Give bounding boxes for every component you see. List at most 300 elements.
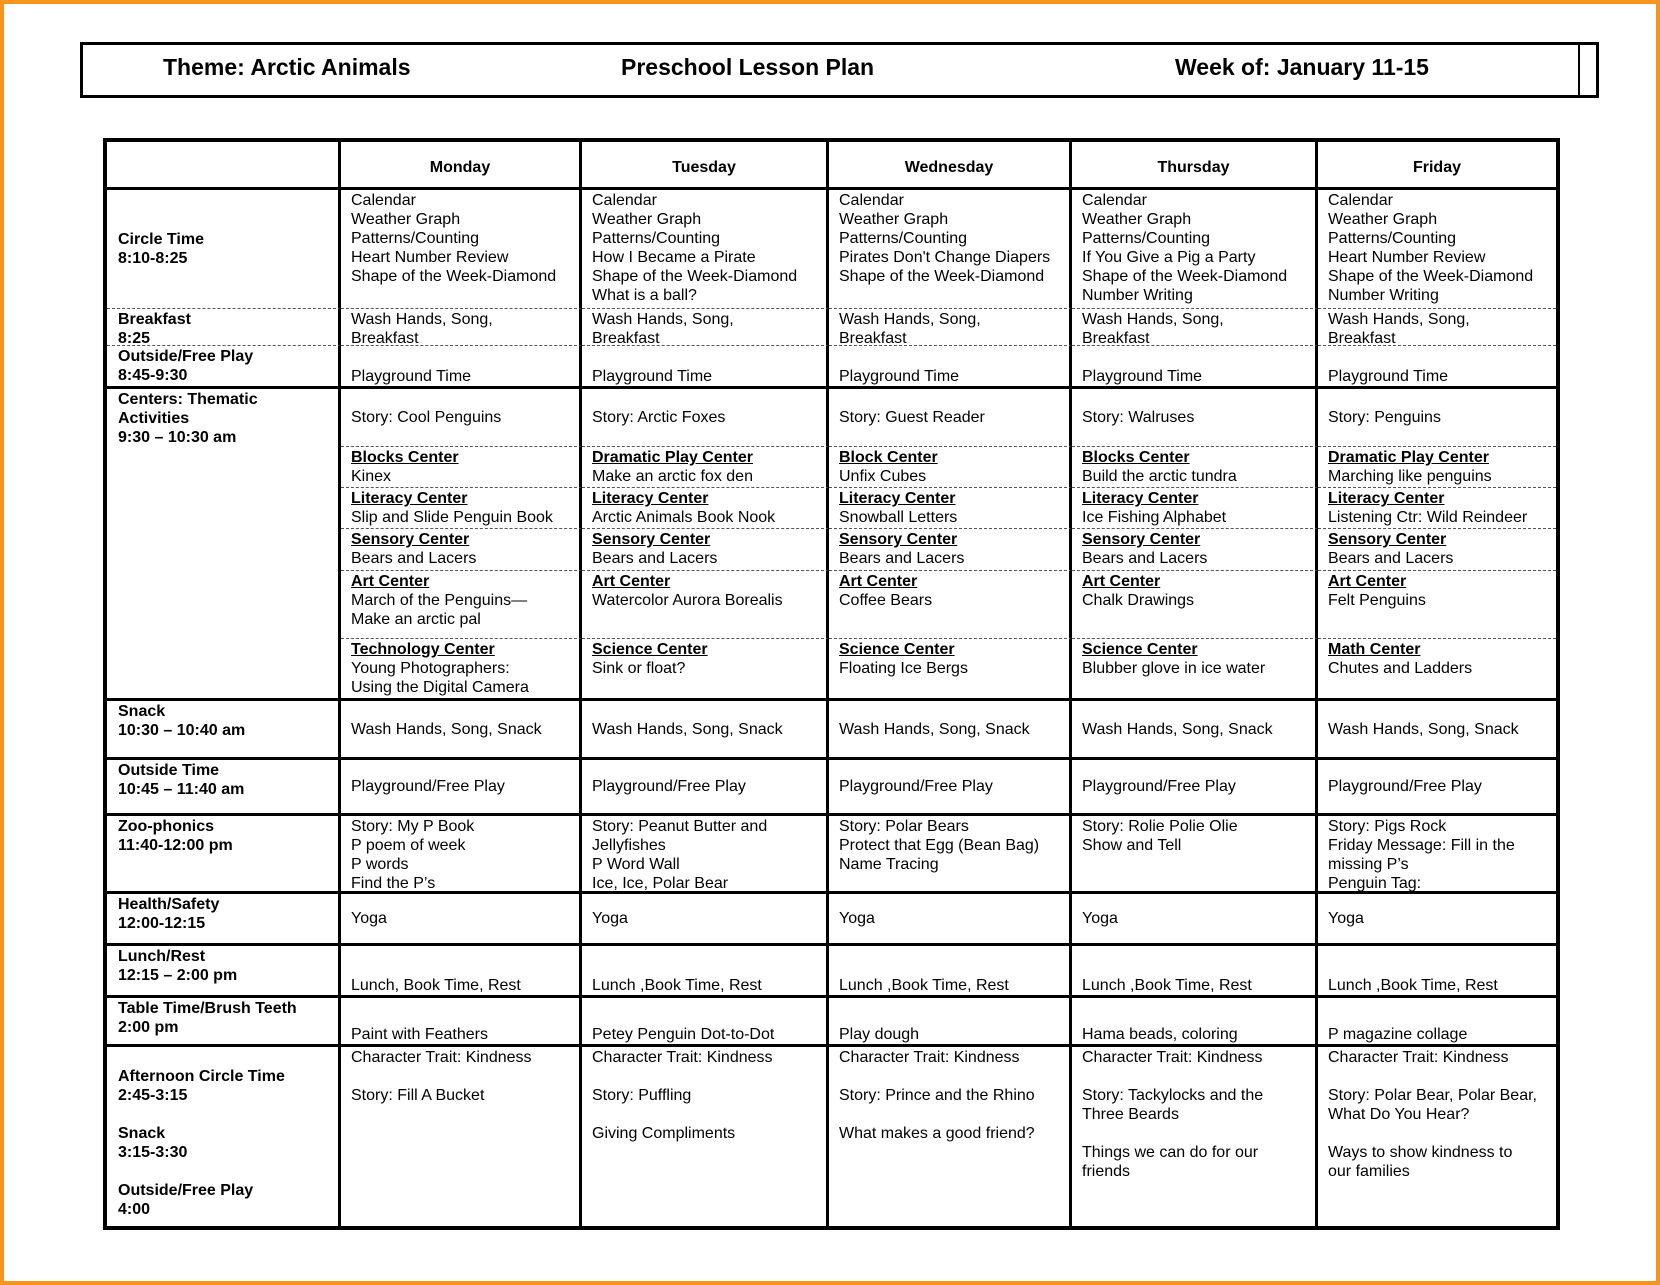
cell-line: Wash Hands, Song, [592, 311, 734, 328]
health-safety-thursday [1072, 894, 1318, 946]
outside-time-thursday [1072, 760, 1318, 816]
cell-line: Story: Puffling [592, 1087, 692, 1104]
center-name: Sensory Center [1082, 531, 1201, 548]
cell-line: Yoga [839, 910, 875, 927]
cell-line: Shape of the Week-Diamond [1328, 268, 1534, 285]
story-wednesday [829, 389, 1072, 447]
cell-line: Friday Message: Fill in the [1328, 837, 1515, 854]
cell-line: Wash Hands, Song, [1082, 311, 1224, 328]
cell-line: P words [351, 856, 409, 873]
row-label-circle-time [107, 190, 341, 309]
cell-line: Calendar [1328, 192, 1393, 209]
cell-line: Shape of the Week-Diamond [839, 268, 1045, 285]
snack-monday [341, 701, 582, 760]
center-name: Art Center [351, 573, 430, 590]
cell-line: 9:30 – 10:30 am [118, 429, 237, 446]
center-activity: Bears and Lacers [592, 550, 718, 567]
cell-line: Zoo-phonics [118, 818, 214, 835]
circle-time-tuesday [582, 190, 829, 309]
cell-line [1082, 1067, 1305, 1086]
center-activity: Floating Ice Bergs [839, 660, 968, 677]
cell-line: Lunch ,Book Time, Rest [1328, 977, 1498, 994]
snack-friday [1318, 701, 1556, 760]
center-tuesday [582, 447, 829, 488]
center-name: Art Center [1328, 573, 1407, 590]
cell-line: 12:00-12:15 [118, 915, 206, 932]
story-thursday [1072, 389, 1318, 447]
cell-line: Health/Safety [118, 896, 220, 913]
cell-line: Weather Graph [592, 211, 702, 228]
cell-line: Show and Tell [1082, 837, 1182, 854]
afternoon-wednesday [829, 1047, 1072, 1226]
cell-line: Calendar [592, 192, 657, 209]
cell-line: Lunch/Rest [118, 948, 206, 965]
center-activity: Young Photographers: [351, 660, 510, 677]
row-label-table-time [107, 998, 341, 1047]
cell-line: Jellyfishes [592, 837, 666, 854]
zoo-phonics-friday [1318, 816, 1556, 894]
center-activity: Felt Penguins [1328, 592, 1426, 609]
header-double-rule [1578, 45, 1580, 95]
cell-line: 2:45-3:15 [118, 1087, 188, 1104]
cell-line: Breakfast [118, 311, 191, 328]
cell-line: Playground/Free Play [351, 778, 505, 795]
circle-time-friday [1318, 190, 1556, 309]
cell-line: Playground Time [839, 368, 960, 385]
breakfast-friday [1318, 309, 1556, 346]
center-activity: Make an arctic fox den [592, 468, 753, 485]
center-tuesday [582, 488, 829, 529]
table-time-tuesday [582, 998, 829, 1047]
cell-line: missing P’s [1328, 856, 1409, 873]
center-thursday [1072, 488, 1318, 529]
cell-line: Yoga [1328, 910, 1364, 927]
lunch-rest-monday [341, 946, 582, 998]
center-activity: Bears and Lacers [351, 550, 477, 567]
cell-line [351, 1067, 569, 1086]
cell-line: Pirates Don't Change Diapers [839, 249, 1051, 266]
week-of: Week of: January 11-15 [1175, 54, 1429, 80]
center-activity: Snowball Letters [839, 509, 958, 526]
cell-line: Patterns/Counting [1328, 230, 1457, 247]
cell-line: 8:25 [118, 330, 151, 346]
center-friday [1318, 571, 1556, 639]
snack-thursday [1072, 701, 1318, 760]
center-name: Literacy Center [592, 490, 709, 507]
cell-line: Number Writing [1328, 287, 1439, 304]
center-tuesday [582, 639, 829, 701]
cell-line: Lunch, Book Time, Rest [351, 977, 521, 994]
cell-line: Wash Hands, Song, [1328, 311, 1470, 328]
zoo-phonics-thursday [1072, 816, 1318, 894]
cell-line: Ways to show kindness to [1328, 1144, 1513, 1161]
center-activity: Sink or float? [592, 660, 686, 677]
cell-line: Hama beads, coloring [1082, 1026, 1238, 1043]
outside-free-play-thursday [1072, 346, 1318, 389]
cell-line: Wash Hands, Song, Snack [351, 720, 542, 738]
center-activity: Arctic Animals Book Nook [592, 509, 776, 526]
cell-line: Character Trait: Kindness [592, 1049, 773, 1066]
center-tuesday [582, 529, 829, 571]
center-activity: Bears and Lacers [1082, 550, 1208, 567]
center-activity: Blubber glove in ice water [1082, 660, 1266, 677]
row-label-health-safety [107, 894, 341, 946]
story-monday [341, 389, 582, 447]
cell-line: Outside/Free Play [118, 348, 254, 365]
cell-line: Petey Penguin Dot-to-Dot [592, 1026, 775, 1043]
cell-line: Story: Cool Penguins [351, 409, 502, 426]
table-time-monday [341, 998, 582, 1047]
cell-line [592, 1105, 816, 1124]
cell-line: Breakfast [1082, 330, 1150, 346]
center-monday [341, 639, 582, 701]
row-label-zoo-phonics [107, 816, 341, 894]
cell-line: Tuesday [672, 159, 736, 176]
cell-line: Play dough [839, 1026, 920, 1043]
center-name: Art Center [592, 573, 671, 590]
cell-line [1328, 1124, 1546, 1143]
outside-free-play-monday [341, 346, 582, 389]
cell-line: Playground Time [351, 368, 472, 385]
cell-line: Story: Polar Bear, Polar Bear, [1328, 1087, 1537, 1104]
cell-line: Wash Hands, Song, Snack [1082, 720, 1273, 738]
center-monday [341, 488, 582, 529]
health-safety-monday [341, 894, 582, 946]
day-header-thursday [1072, 142, 1318, 190]
center-wednesday [829, 447, 1072, 488]
cell-line: Breakfast [351, 330, 419, 346]
center-monday [341, 571, 582, 639]
zoo-phonics-tuesday [582, 816, 829, 894]
cell-line: 3:15-3:30 [118, 1144, 188, 1161]
cell-line: Character Trait: Kindness [1328, 1049, 1509, 1066]
center-activity: Slip and Slide Penguin Book [351, 509, 553, 526]
lunch-rest-friday [1318, 946, 1556, 998]
center-wednesday [829, 488, 1072, 529]
cell-line: Story: Peanut Butter and [592, 818, 768, 835]
snack-wednesday [829, 701, 1072, 760]
cell-line: Patterns/Counting [839, 230, 968, 247]
day-header-friday [1318, 142, 1556, 190]
cell-line: Story: Rolie Polie Olie [1082, 818, 1238, 835]
cell-line: Snack [118, 1125, 166, 1142]
center-name: Sensory Center [592, 531, 711, 548]
cell-line [1082, 1124, 1305, 1143]
cell-line: Character Trait: Kindness [351, 1049, 532, 1066]
center-activity: March of the Penguins— [351, 592, 528, 609]
row-label-outside-free-play [107, 346, 341, 389]
center-thursday [1072, 639, 1318, 701]
cell-line: Calendar [1082, 192, 1147, 209]
center-name: Science Center [1082, 641, 1198, 658]
cell-line: Yoga [1082, 910, 1118, 927]
cell-line: Centers: Thematic [118, 391, 258, 408]
cell-line: 10:45 – 11:40 am [118, 781, 245, 798]
cell-line [592, 1067, 816, 1086]
cell-line: Friday [1412, 159, 1461, 176]
cell-line: Character Trait: Kindness [1082, 1049, 1263, 1066]
center-name: Blocks Center [1082, 449, 1190, 466]
breakfast-thursday [1072, 309, 1318, 346]
center-name: Dramatic Play Center [592, 449, 753, 466]
header-box [80, 42, 1599, 98]
health-safety-friday [1318, 894, 1556, 946]
cell-line: Penguin Tag: [1328, 875, 1422, 892]
cell-line: 4:00 [118, 1201, 151, 1218]
cell-line [1328, 1067, 1546, 1086]
cell-line: How I Became a Pirate [592, 249, 756, 266]
snack-tuesday [582, 701, 829, 760]
cell-line: Outside/Free Play [118, 1182, 254, 1199]
cell-line: Activities [118, 410, 190, 427]
center-monday [341, 447, 582, 488]
cell-line: Patterns/Counting [1082, 230, 1211, 247]
circle-time-thursday [1072, 190, 1318, 309]
story-friday [1318, 389, 1556, 447]
cell-line: Playground Time [1082, 368, 1203, 385]
cell-line: Monday [429, 159, 491, 176]
center-name: Blocks Center [351, 449, 459, 466]
row-label-afternoon [107, 1047, 341, 1226]
center-wednesday [829, 529, 1072, 571]
cell-line: P magazine collage [1328, 1026, 1468, 1043]
outside-time-friday [1318, 760, 1556, 816]
cell-line: Story: My P Book [351, 818, 475, 835]
cell-line: Playground Time [1328, 368, 1449, 385]
center-name: Art Center [839, 573, 918, 590]
circle-time-wednesday [829, 190, 1072, 309]
center-thursday [1072, 447, 1318, 488]
center-friday [1318, 529, 1556, 571]
cell-line: Story: Polar Bears [839, 818, 969, 835]
cell-line: What Do You Hear? [1328, 1106, 1470, 1123]
center-name: Math Center [1328, 641, 1421, 658]
outside-time-monday [341, 760, 582, 816]
cell-line: Playground Time [592, 368, 713, 385]
center-name: Sensory Center [351, 531, 470, 548]
lesson-plan-table [103, 138, 1560, 1230]
cell-line: Playground/Free Play [1328, 778, 1482, 795]
center-friday [1318, 639, 1556, 701]
cell-line: Weather Graph [839, 211, 949, 228]
cell-line: friends [1082, 1163, 1131, 1180]
cell-line: Playground/Free Play [839, 778, 993, 795]
cell-line: 10:30 – 10:40 am [118, 722, 246, 739]
cell-line: Three Beards [1082, 1106, 1179, 1123]
cell-line: Things we can do for our [1082, 1144, 1259, 1161]
center-name: Art Center [1082, 573, 1161, 590]
breakfast-monday [341, 309, 582, 346]
center-name: Literacy Center [839, 490, 956, 507]
cell-line: Wednesday [904, 159, 994, 176]
theme-title: Theme: Arctic Animals [163, 54, 411, 80]
breakfast-wednesday [829, 309, 1072, 346]
cell-line: Find the P’s [351, 875, 436, 892]
cell-line: Shape of the Week-Diamond [592, 268, 798, 285]
cell-line: What makes a good friend? [839, 1125, 1035, 1142]
cell-line: Name Tracing [839, 856, 939, 873]
cell-line: 8:45-9:30 [118, 367, 188, 384]
center-activity: Chalk Drawings [1082, 592, 1195, 609]
cell-line: 2:00 pm [118, 1019, 179, 1036]
cell-line: Story: Arctic Foxes [592, 409, 726, 426]
center-name: Science Center [839, 641, 955, 658]
cell-line: Playground/Free Play [1082, 778, 1236, 795]
afternoon-thursday [1072, 1047, 1318, 1226]
afternoon-friday [1318, 1047, 1556, 1226]
outside-time-wednesday [829, 760, 1072, 816]
cell-line: Thursday [1157, 159, 1230, 176]
cell-line [839, 1105, 1059, 1124]
center-thursday [1072, 529, 1318, 571]
center-name: Literacy Center [1082, 490, 1199, 507]
cell-line: Breakfast [592, 330, 660, 346]
row-label-centers [107, 389, 341, 701]
cell-line: Snack [118, 703, 166, 720]
cell-line: Lunch ,Book Time, Rest [592, 977, 762, 994]
center-wednesday [829, 571, 1072, 639]
cell-line: Paint with Feathers [351, 1026, 488, 1043]
cell-line: Giving Compliments [592, 1125, 736, 1142]
cell-line: Breakfast [839, 330, 907, 346]
cell-line: Weather Graph [351, 211, 461, 228]
cell-line: Heart Number Review [1328, 249, 1486, 266]
center-activity: Make an arctic pal [351, 611, 481, 628]
row-label-snack [107, 701, 341, 760]
cell-line: Table Time/Brush Teeth [118, 1000, 297, 1017]
row-label-outside-time [107, 760, 341, 816]
story-tuesday [582, 389, 829, 447]
lunch-rest-tuesday [582, 946, 829, 998]
center-name: Sensory Center [839, 531, 958, 548]
cell-line: P poem of week [351, 837, 466, 854]
cell-line: Wash Hands, Song, Snack [592, 720, 783, 738]
cell-line: Weather Graph [1082, 211, 1192, 228]
cell-line: Lunch ,Book Time, Rest [839, 977, 1009, 994]
table-time-thursday [1072, 998, 1318, 1047]
center-name: Literacy Center [351, 490, 468, 507]
outside-free-play-tuesday [582, 346, 829, 389]
center-activity: Bears and Lacers [839, 550, 965, 567]
cell-line: Wash Hands, Song, [839, 311, 981, 328]
afternoon-tuesday [582, 1047, 829, 1226]
outside-free-play-friday [1318, 346, 1556, 389]
center-activity: Using the Digital Camera [351, 679, 529, 696]
cell-line: our families [1328, 1163, 1410, 1180]
center-name: Block Center [839, 449, 938, 466]
row-label-breakfast [107, 309, 341, 346]
cell-line: Circle Time [118, 231, 204, 248]
center-name: Dramatic Play Center [1328, 449, 1489, 466]
cell-line: 11:40-12:00 pm [118, 837, 233, 854]
afternoon-monday [341, 1047, 582, 1226]
center-monday [341, 529, 582, 571]
center-activity: Chutes and Ladders [1328, 660, 1473, 677]
cell-line [118, 1048, 328, 1067]
cell-line: If You Give a Pig a Party [1082, 249, 1256, 266]
center-name: Technology Center [351, 641, 495, 658]
center-name: Literacy Center [1328, 490, 1445, 507]
breakfast-tuesday [582, 309, 829, 346]
center-activity: Watercolor Aurora Borealis [592, 592, 783, 609]
day-header-wednesday [829, 142, 1072, 190]
outside-free-play-wednesday [829, 346, 1072, 389]
center-activity: Build the arctic tundra [1082, 468, 1237, 485]
table-time-wednesday [829, 998, 1072, 1047]
lunch-rest-wednesday [829, 946, 1072, 998]
table-time-friday [1318, 998, 1556, 1047]
center-friday [1318, 488, 1556, 529]
cell-line: Outside Time [118, 762, 220, 779]
cell-line: Patterns/Counting [592, 230, 721, 247]
cell-line: 8:10-8:25 [118, 250, 188, 267]
circle-time-monday [341, 190, 582, 309]
cell-line: Story: Penguins [1328, 409, 1441, 426]
center-activity: Coffee Bears [839, 592, 933, 609]
day-header-tuesday [582, 142, 829, 190]
cell-line: Calendar [351, 192, 416, 209]
cell-line: What is a ball? [592, 287, 697, 304]
cell-line: Story: Prince and the Rhino [839, 1087, 1035, 1104]
center-friday [1318, 447, 1556, 488]
cell-line: P Word Wall [592, 856, 680, 873]
cell-line [839, 1067, 1059, 1086]
center-activity: Unfix Cubes [839, 468, 927, 485]
center-name: Science Center [592, 641, 708, 658]
center-activity: Listening Ctr: Wild Reindeer [1328, 509, 1528, 526]
center-thursday [1072, 571, 1318, 639]
cell-line: Wash Hands, Song, [351, 311, 493, 328]
corner-cell [107, 142, 341, 190]
cell-line: Playground/Free Play [592, 778, 746, 795]
center-activity: Bears and Lacers [1328, 550, 1454, 567]
cell-line: Story: Guest Reader [839, 409, 985, 426]
cell-line: Yoga [592, 910, 628, 927]
zoo-phonics-wednesday [829, 816, 1072, 894]
center-activity: Ice Fishing Alphabet [1082, 509, 1227, 526]
cell-line: Afternoon Circle Time [118, 1068, 285, 1085]
cell-line: Story: Fill A Bucket [351, 1087, 485, 1104]
cell-line: Breakfast [1328, 330, 1396, 346]
cell-line: Protect that Egg (Bean Bag) [839, 837, 1040, 854]
health-safety-wednesday [829, 894, 1072, 946]
cell-line: Story: Tackylocks and the [1082, 1087, 1264, 1104]
cell-line: Weather Graph [1328, 211, 1438, 228]
cell-line: 12:15 – 2:00 pm [118, 967, 238, 984]
cell-line: Shape of the Week-Diamond [1082, 268, 1288, 285]
cell-line: Story: Pigs Rock [1328, 818, 1447, 835]
cell-line: Wash Hands, Song, Snack [1328, 720, 1519, 738]
center-name: Sensory Center [1328, 531, 1447, 548]
outside-time-tuesday [582, 760, 829, 816]
center-tuesday [582, 571, 829, 639]
cell-line [118, 1105, 328, 1124]
cell-line [118, 1162, 328, 1181]
zoo-phonics-monday [341, 816, 582, 894]
day-header-monday [341, 142, 582, 190]
cell-line: Heart Number Review [351, 249, 509, 266]
cell-line: Ice, Ice, Polar Bear [592, 875, 729, 892]
cell-line: Calendar [839, 192, 904, 209]
cell-line: Wash Hands, Song, Snack [839, 720, 1030, 738]
health-safety-tuesday [582, 894, 829, 946]
cell-line: Lunch ,Book Time, Rest [1082, 977, 1252, 994]
cell-line: Story: Walruses [1082, 409, 1195, 426]
page-title: Preschool Lesson Plan [621, 54, 875, 80]
cell-line: Yoga [351, 910, 387, 927]
center-wednesday [829, 639, 1072, 701]
center-activity: Kinex [351, 468, 392, 485]
